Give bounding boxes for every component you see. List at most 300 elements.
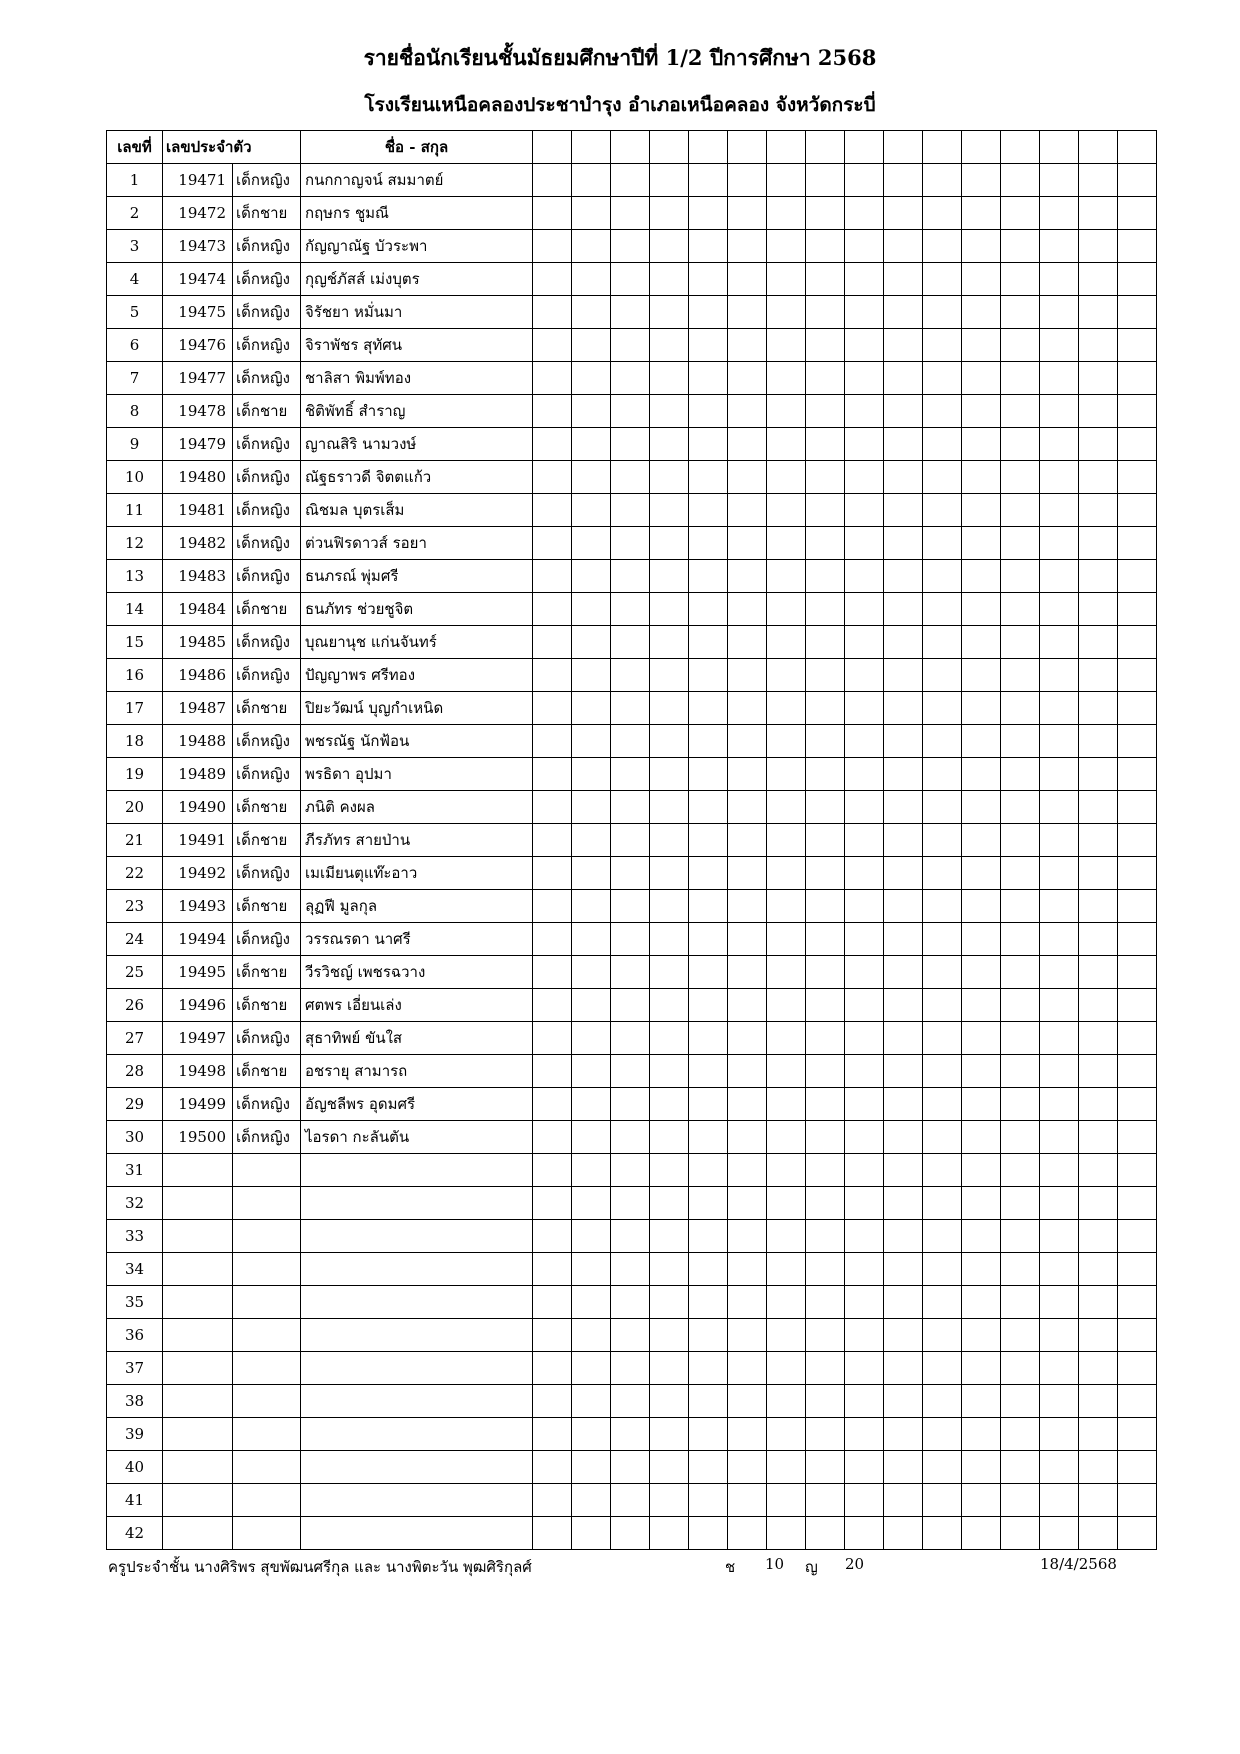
grid-cell[interactable] [962,1352,1001,1385]
grid-cell[interactable] [728,692,767,725]
grid-cell[interactable] [767,164,806,197]
grid-cell[interactable] [1001,1484,1040,1517]
grid-cell[interactable] [728,758,767,791]
grid-cell[interactable] [1001,494,1040,527]
grid-cell[interactable] [533,1055,572,1088]
grid-cell[interactable] [845,1319,884,1352]
grid-cell[interactable] [1118,428,1157,461]
grid-cell[interactable] [650,593,689,626]
grid-cell[interactable] [806,560,845,593]
grid-cell[interactable] [806,362,845,395]
grid-cell[interactable] [1001,1352,1040,1385]
grid-cell[interactable] [845,791,884,824]
grid-cell[interactable] [728,560,767,593]
grid-cell[interactable] [923,461,962,494]
grid-cell[interactable] [650,1484,689,1517]
grid-cell[interactable] [689,1187,728,1220]
grid-cell[interactable] [689,1352,728,1385]
grid-cell[interactable] [923,857,962,890]
grid-cell[interactable] [1079,428,1118,461]
grid-cell[interactable] [1079,659,1118,692]
grid-cell[interactable] [923,329,962,362]
grid-cell[interactable] [923,1418,962,1451]
grid-cell[interactable] [923,1484,962,1517]
grid-cell[interactable] [767,131,806,164]
grid-cell[interactable] [962,758,1001,791]
grid-cell[interactable] [962,428,1001,461]
grid-cell[interactable] [1118,659,1157,692]
grid-cell[interactable] [845,1385,884,1418]
grid-cell[interactable] [923,494,962,527]
grid-cell[interactable] [650,230,689,263]
grid-cell[interactable] [689,1517,728,1550]
grid-cell[interactable] [1040,560,1079,593]
grid-cell[interactable] [884,659,923,692]
grid-cell[interactable] [728,362,767,395]
grid-cell[interactable] [650,527,689,560]
grid-cell[interactable] [1118,1253,1157,1286]
grid-cell[interactable] [767,263,806,296]
grid-cell[interactable] [884,989,923,1022]
grid-cell[interactable] [689,197,728,230]
grid-cell[interactable] [728,890,767,923]
grid-cell[interactable] [689,890,728,923]
grid-cell[interactable] [884,1451,923,1484]
grid-cell[interactable] [923,758,962,791]
grid-cell[interactable] [884,824,923,857]
grid-cell[interactable] [572,1286,611,1319]
grid-cell[interactable] [728,1187,767,1220]
grid-cell[interactable] [962,659,1001,692]
grid-cell[interactable] [767,395,806,428]
grid-cell[interactable] [689,1484,728,1517]
grid-cell[interactable] [923,1385,962,1418]
grid-cell[interactable] [767,461,806,494]
grid-cell[interactable] [728,164,767,197]
grid-cell[interactable] [533,1121,572,1154]
grid-cell[interactable] [806,230,845,263]
grid-cell[interactable] [572,1484,611,1517]
grid-cell[interactable] [728,857,767,890]
grid-cell[interactable] [1079,1352,1118,1385]
grid-cell[interactable] [962,164,1001,197]
grid-cell[interactable] [1040,923,1079,956]
grid-cell[interactable] [806,1385,845,1418]
grid-cell[interactable] [572,527,611,560]
grid-cell[interactable] [884,395,923,428]
grid-cell[interactable] [533,1253,572,1286]
grid-cell[interactable] [962,1121,1001,1154]
grid-cell[interactable] [689,131,728,164]
grid-cell[interactable] [689,1022,728,1055]
grid-cell[interactable] [1001,1121,1040,1154]
grid-cell[interactable] [806,1484,845,1517]
grid-cell[interactable] [806,329,845,362]
grid-cell[interactable] [572,824,611,857]
grid-cell[interactable] [1001,230,1040,263]
grid-cell[interactable] [845,857,884,890]
grid-cell[interactable] [1118,1286,1157,1319]
grid-cell[interactable] [728,956,767,989]
grid-cell[interactable] [611,296,650,329]
grid-cell[interactable] [1079,1088,1118,1121]
grid-cell[interactable] [650,131,689,164]
grid-cell[interactable] [572,1088,611,1121]
grid-cell[interactable] [1001,1088,1040,1121]
grid-cell[interactable] [884,593,923,626]
grid-cell[interactable] [1001,164,1040,197]
grid-cell[interactable] [728,494,767,527]
grid-cell[interactable] [1040,329,1079,362]
grid-cell[interactable] [806,659,845,692]
grid-cell[interactable] [767,1187,806,1220]
grid-cell[interactable] [728,1121,767,1154]
grid-cell[interactable] [533,1352,572,1385]
grid-cell[interactable] [806,824,845,857]
grid-cell[interactable] [767,857,806,890]
grid-cell[interactable] [689,1154,728,1187]
grid-cell[interactable] [767,1418,806,1451]
grid-cell[interactable] [611,923,650,956]
grid-cell[interactable] [1001,527,1040,560]
grid-cell[interactable] [1040,1022,1079,1055]
grid-cell[interactable] [1079,692,1118,725]
grid-cell[interactable] [728,131,767,164]
grid-cell[interactable] [1001,692,1040,725]
grid-cell[interactable] [611,164,650,197]
grid-cell[interactable] [923,1187,962,1220]
grid-cell[interactable] [1001,1022,1040,1055]
grid-cell[interactable] [1040,1121,1079,1154]
grid-cell[interactable] [845,758,884,791]
grid-cell[interactable] [1040,791,1079,824]
grid-cell[interactable] [572,1418,611,1451]
grid-cell[interactable] [689,263,728,296]
grid-cell[interactable] [884,1319,923,1352]
grid-cell[interactable] [1079,1154,1118,1187]
grid-cell[interactable] [767,230,806,263]
grid-cell[interactable] [650,1187,689,1220]
grid-cell[interactable] [1040,692,1079,725]
grid-cell[interactable] [533,626,572,659]
grid-cell[interactable] [572,890,611,923]
grid-cell[interactable] [728,923,767,956]
grid-cell[interactable] [650,725,689,758]
grid-cell[interactable] [884,197,923,230]
grid-cell[interactable] [1118,1055,1157,1088]
grid-cell[interactable] [767,560,806,593]
grid-cell[interactable] [962,329,1001,362]
grid-cell[interactable] [650,1253,689,1286]
grid-cell[interactable] [1118,560,1157,593]
grid-cell[interactable] [611,494,650,527]
grid-cell[interactable] [1118,527,1157,560]
grid-cell[interactable] [572,1187,611,1220]
grid-cell[interactable] [650,1055,689,1088]
grid-cell[interactable] [923,1517,962,1550]
grid-cell[interactable] [1040,395,1079,428]
grid-cell[interactable] [572,461,611,494]
grid-cell[interactable] [806,131,845,164]
grid-cell[interactable] [806,197,845,230]
grid-cell[interactable] [533,1022,572,1055]
grid-cell[interactable] [962,1385,1001,1418]
grid-cell[interactable] [1001,131,1040,164]
grid-cell[interactable] [923,1088,962,1121]
grid-cell[interactable] [1001,1055,1040,1088]
grid-cell[interactable] [611,1154,650,1187]
grid-cell[interactable] [1079,593,1118,626]
grid-cell[interactable] [533,296,572,329]
grid-cell[interactable] [1118,1451,1157,1484]
grid-cell[interactable] [728,725,767,758]
grid-cell[interactable] [1040,890,1079,923]
grid-cell[interactable] [572,395,611,428]
grid-cell[interactable] [572,725,611,758]
grid-cell[interactable] [806,890,845,923]
grid-cell[interactable] [1079,296,1118,329]
grid-cell[interactable] [1001,395,1040,428]
grid-cell[interactable] [806,395,845,428]
grid-cell[interactable] [1079,626,1118,659]
grid-cell[interactable] [1001,956,1040,989]
grid-cell[interactable] [572,362,611,395]
grid-cell[interactable] [923,197,962,230]
grid-cell[interactable] [728,1517,767,1550]
grid-cell[interactable] [572,791,611,824]
grid-cell[interactable] [806,1418,845,1451]
grid-cell[interactable] [1001,1451,1040,1484]
grid-cell[interactable] [1001,593,1040,626]
grid-cell[interactable] [1118,362,1157,395]
grid-cell[interactable] [611,758,650,791]
grid-cell[interactable] [689,1055,728,1088]
grid-cell[interactable] [611,1220,650,1253]
grid-cell[interactable] [650,1517,689,1550]
grid-cell[interactable] [767,791,806,824]
grid-cell[interactable] [533,362,572,395]
grid-cell[interactable] [923,989,962,1022]
grid-cell[interactable] [1118,824,1157,857]
grid-cell[interactable] [689,1121,728,1154]
grid-cell[interactable] [1118,395,1157,428]
grid-cell[interactable] [533,824,572,857]
grid-cell[interactable] [806,692,845,725]
grid-cell[interactable] [650,1121,689,1154]
grid-cell[interactable] [650,428,689,461]
grid-cell[interactable] [572,560,611,593]
grid-cell[interactable] [1001,428,1040,461]
grid-cell[interactable] [1079,758,1118,791]
grid-cell[interactable] [1079,461,1118,494]
grid-cell[interactable] [572,989,611,1022]
grid-cell[interactable] [689,1253,728,1286]
grid-cell[interactable] [533,923,572,956]
grid-cell[interactable] [650,197,689,230]
grid-cell[interactable] [884,692,923,725]
grid-cell[interactable] [572,329,611,362]
grid-cell[interactable] [1079,197,1118,230]
grid-cell[interactable] [728,1022,767,1055]
grid-cell[interactable] [962,1022,1001,1055]
grid-cell[interactable] [1001,1418,1040,1451]
grid-cell[interactable] [1040,1253,1079,1286]
grid-cell[interactable] [923,1319,962,1352]
grid-cell[interactable] [1040,494,1079,527]
grid-cell[interactable] [923,791,962,824]
grid-cell[interactable] [884,560,923,593]
grid-cell[interactable] [728,230,767,263]
grid-cell[interactable] [884,1517,923,1550]
grid-cell[interactable] [806,1154,845,1187]
grid-cell[interactable] [650,263,689,296]
grid-cell[interactable] [1040,725,1079,758]
grid-cell[interactable] [884,1253,923,1286]
grid-cell[interactable] [611,890,650,923]
grid-cell[interactable] [533,593,572,626]
grid-cell[interactable] [650,329,689,362]
grid-cell[interactable] [1118,890,1157,923]
grid-cell[interactable] [923,890,962,923]
grid-cell[interactable] [728,428,767,461]
grid-cell[interactable] [923,725,962,758]
grid-cell[interactable] [1001,890,1040,923]
grid-cell[interactable] [611,791,650,824]
grid-cell[interactable] [884,296,923,329]
grid-cell[interactable] [728,1253,767,1286]
grid-cell[interactable] [923,1055,962,1088]
grid-cell[interactable] [923,593,962,626]
grid-cell[interactable] [1040,626,1079,659]
grid-cell[interactable] [1040,1319,1079,1352]
grid-cell[interactable] [767,1352,806,1385]
grid-cell[interactable] [1001,626,1040,659]
grid-cell[interactable] [923,1253,962,1286]
grid-cell[interactable] [962,1484,1001,1517]
grid-cell[interactable] [767,1286,806,1319]
grid-cell[interactable] [650,395,689,428]
grid-cell[interactable] [572,494,611,527]
grid-cell[interactable] [689,164,728,197]
grid-cell[interactable] [884,1385,923,1418]
grid-cell[interactable] [923,1154,962,1187]
grid-cell[interactable] [1040,1220,1079,1253]
grid-cell[interactable] [689,527,728,560]
grid-cell[interactable] [1040,1187,1079,1220]
grid-cell[interactable] [611,1187,650,1220]
grid-cell[interactable] [650,1220,689,1253]
grid-cell[interactable] [845,428,884,461]
grid-cell[interactable] [1001,197,1040,230]
grid-cell[interactable] [1118,131,1157,164]
grid-cell[interactable] [533,197,572,230]
grid-cell[interactable] [884,263,923,296]
grid-cell[interactable] [533,659,572,692]
grid-cell[interactable] [1118,956,1157,989]
grid-cell[interactable] [689,1319,728,1352]
grid-cell[interactable] [728,1319,767,1352]
grid-cell[interactable] [962,956,1001,989]
grid-cell[interactable] [962,791,1001,824]
grid-cell[interactable] [962,890,1001,923]
grid-cell[interactable] [1001,1187,1040,1220]
grid-cell[interactable] [1118,230,1157,263]
grid-cell[interactable] [650,758,689,791]
grid-cell[interactable] [572,1220,611,1253]
grid-cell[interactable] [650,1022,689,1055]
grid-cell[interactable] [845,1517,884,1550]
grid-cell[interactable] [923,230,962,263]
grid-cell[interactable] [728,197,767,230]
grid-cell[interactable] [1001,560,1040,593]
grid-cell[interactable] [1118,1418,1157,1451]
grid-cell[interactable] [572,956,611,989]
grid-cell[interactable] [650,1286,689,1319]
grid-cell[interactable] [689,230,728,263]
grid-cell[interactable] [923,428,962,461]
grid-cell[interactable] [962,131,1001,164]
grid-cell[interactable] [572,1121,611,1154]
grid-cell[interactable] [1118,923,1157,956]
grid-cell[interactable] [533,1220,572,1253]
grid-cell[interactable] [650,692,689,725]
grid-cell[interactable] [1040,230,1079,263]
grid-cell[interactable] [884,1418,923,1451]
grid-cell[interactable] [689,1418,728,1451]
grid-cell[interactable] [923,923,962,956]
grid-cell[interactable] [845,395,884,428]
grid-cell[interactable] [884,1220,923,1253]
grid-cell[interactable] [1079,395,1118,428]
grid-cell[interactable] [884,857,923,890]
grid-cell[interactable] [962,560,1001,593]
grid-cell[interactable] [1001,923,1040,956]
grid-cell[interactable] [884,1022,923,1055]
grid-cell[interactable] [533,956,572,989]
grid-cell[interactable] [611,593,650,626]
grid-cell[interactable] [962,989,1001,1022]
grid-cell[interactable] [1118,1187,1157,1220]
grid-cell[interactable] [689,791,728,824]
grid-cell[interactable] [845,296,884,329]
grid-cell[interactable] [611,1121,650,1154]
grid-cell[interactable] [767,527,806,560]
grid-cell[interactable] [650,824,689,857]
grid-cell[interactable] [1001,1385,1040,1418]
grid-cell[interactable] [1079,1055,1118,1088]
grid-cell[interactable] [962,362,1001,395]
grid-cell[interactable] [533,1418,572,1451]
grid-cell[interactable] [845,1154,884,1187]
grid-cell[interactable] [689,593,728,626]
grid-cell[interactable] [728,461,767,494]
grid-cell[interactable] [689,758,728,791]
grid-cell[interactable] [1040,296,1079,329]
grid-cell[interactable] [962,197,1001,230]
grid-cell[interactable] [611,824,650,857]
grid-cell[interactable] [1040,362,1079,395]
grid-cell[interactable] [728,1286,767,1319]
grid-cell[interactable] [533,1451,572,1484]
grid-cell[interactable] [845,197,884,230]
grid-cell[interactable] [845,923,884,956]
grid-cell[interactable] [650,296,689,329]
grid-cell[interactable] [1079,1220,1118,1253]
grid-cell[interactable] [728,791,767,824]
grid-cell[interactable] [845,989,884,1022]
grid-cell[interactable] [923,1220,962,1253]
grid-cell[interactable] [767,1319,806,1352]
